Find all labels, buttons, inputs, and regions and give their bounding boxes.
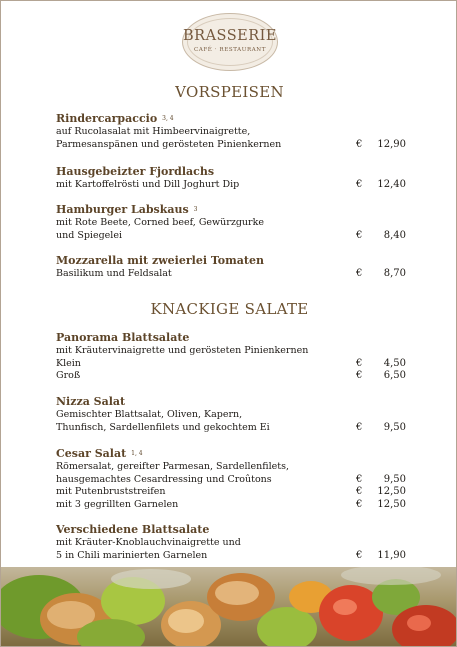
item-name: Verschiedene Blattsalate	[56, 523, 210, 536]
euro-sign: €	[356, 549, 363, 561]
item-price: 8,40	[383, 229, 406, 241]
item-option: mit Putenbruststreifen € 12,50	[56, 486, 406, 497]
item-description: auf Rucolasalat mit Himbeervinaigrette,	[56, 126, 251, 137]
menu-item-nizza-salat	[56, 395, 406, 434]
item-price: 9,50	[383, 473, 406, 485]
euro-sign: €	[356, 268, 363, 279]
menu-item-rindercarpaccio	[56, 112, 406, 151]
euro-sign: €	[356, 421, 363, 433]
item-description: Römersalat, gereifter Parmesan, Sardellenfilets,	[56, 461, 290, 472]
item-price: 12,40	[377, 179, 406, 190]
menu-item-mozzarella	[56, 254, 406, 281]
section-title-knackige-salate: KNACKIGE SALATE	[150, 300, 309, 318]
item-description: 5 in Chili marinierten Garnelen € 11,90	[56, 549, 406, 561]
menu-item-cesar-salat	[56, 447, 406, 511]
salad-photo	[1, 567, 457, 647]
item-price: 9,50	[383, 421, 406, 433]
item-description: mit Kräuter-Knoblauchvinaigrette und	[56, 537, 241, 548]
section-title-vorspeisen: VORSPEISEN	[175, 83, 284, 101]
item-name: Hausgebeizter Fjordlachs	[56, 165, 215, 178]
euro-sign: €	[356, 473, 363, 485]
item-description: Gemischter Blattsalat, Oliven, Kapern,	[56, 409, 243, 420]
euro-sign: €	[356, 138, 363, 150]
item-price: 8,70	[383, 268, 406, 279]
item-price: 12,50	[377, 498, 406, 510]
euro-sign: €	[356, 179, 363, 190]
item-name: Rindercarpaccio	[56, 112, 158, 125]
item-name: Nizza Salat	[56, 395, 126, 408]
euro-sign: €	[356, 229, 363, 241]
item-price: 4,50	[383, 357, 406, 369]
logo-subtitle: CAFÉ · RESTAURANT	[194, 47, 266, 53]
item-description: Parmesanspänen und gerösteten Pinienkernen € 12,90	[56, 138, 406, 150]
item-name: Mozzarella mit zweierlei Tomaten	[56, 254, 264, 267]
euro-sign: €	[356, 498, 363, 510]
item-price: 12,50	[377, 486, 406, 497]
allergen-note: 3	[193, 206, 198, 213]
item-price: 12,90	[377, 138, 406, 150]
item-price: 6,50	[383, 370, 406, 381]
item-description: hausgemachtes Cesardressing und Croûtons € 9,50	[56, 473, 406, 485]
menu-item-fjordlachs	[56, 165, 406, 192]
allergen-note: 3, 4	[162, 115, 174, 122]
euro-sign: €	[356, 486, 363, 497]
item-description: mit Kräutervinaigrette und gerösteten Pinienkernen	[56, 345, 309, 356]
menu-item-labskaus	[56, 203, 406, 242]
item-option: mit 3 gegrillten Garnelen € 12,50	[56, 498, 406, 510]
item-description: Basilikum und Feldsalat € 8,70	[56, 268, 406, 279]
item-name: Hamburger Labskaus	[56, 203, 189, 216]
logo-name: BRASSERIE	[183, 28, 277, 44]
allergen-note: 1, 4	[131, 450, 143, 457]
menu-item-verschiedene-blattsalate	[56, 523, 406, 562]
brasserie-logo	[182, 13, 278, 71]
item-size-option: Klein € 4,50	[56, 357, 406, 369]
menu-item-panorama-blattsalate	[56, 331, 406, 383]
item-size-option: Groß € 6,50	[56, 370, 406, 381]
item-description: mit Rote Beete, Corned beef, Gewürzgurke	[56, 217, 264, 228]
item-description: Thunfisch, Sardellenfilets und gekochtem Ei € 9,50	[56, 421, 406, 433]
item-price: 11,90	[377, 549, 406, 561]
euro-sign: €	[356, 357, 363, 369]
salad-illustration	[1, 567, 457, 647]
item-description: und Spiegelei € 8,40	[56, 229, 406, 241]
item-name: Panorama Blattsalate	[56, 331, 190, 344]
euro-sign: €	[356, 370, 363, 381]
item-name: Cesar Salat	[56, 447, 127, 460]
item-description: mit Kartoffelrösti und Dill Joghurt Dip € 12,40	[56, 179, 406, 190]
